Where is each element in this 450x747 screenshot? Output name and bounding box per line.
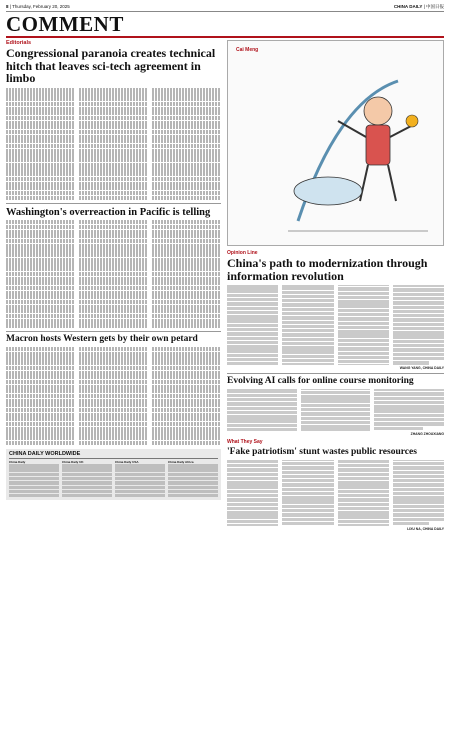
right-column [227, 40, 444, 531]
footer-title: CHINA DAILY WORLDWIDE [9, 451, 218, 459]
editorial-body-2 [6, 220, 221, 328]
divider [6, 331, 221, 332]
footer-col-2: China Daily UK [62, 461, 112, 499]
section-masthead: COMMENT [6, 12, 124, 36]
opinion-byline-3: LIXU NA, CHINA DAILY [407, 527, 444, 532]
opinion-headline-1: China's path to modernization through information revolution [227, 256, 428, 283]
footer-col-4: China Daily Africa [168, 461, 218, 499]
running-header: 8 | Thursday, February 20, 2025 CHINA DAILY | 中国日报 [6, 4, 444, 12]
opinion-body-3 [227, 460, 444, 526]
page-number: 8 [6, 4, 9, 9]
opinion-headline-2: Evolving AI calls for online course monitoring [227, 376, 414, 387]
brand-name-cn: 中国日报 [426, 4, 444, 9]
editorial-headline-1: Congressional paranoia creates technical hitch that leaves sci-tech agreement in limbo [6, 46, 216, 86]
editorial-headline-2: Washington's overreaction in Pacific is telling [6, 207, 211, 219]
opinion-headline-3: 'Fake patriotism' stunt wastes public resources [227, 446, 417, 457]
footer-col-3: China Daily USA [115, 461, 165, 499]
opinion-byline-2: ZHANG ZHOUXIANG [410, 431, 444, 436]
brand-name: CHINA DAILY [393, 4, 423, 9]
worldwide-footer [6, 449, 221, 501]
divider [227, 373, 444, 374]
cartoon-author: Cai Meng [236, 47, 259, 53]
opinion-body-1 [227, 285, 444, 365]
left-column [6, 40, 221, 531]
issue-date: Thursday, February 20, 2025 [12, 4, 70, 9]
editorials-label: Editorials [6, 40, 32, 46]
footer-col-1: China Daily [9, 461, 59, 499]
divider [6, 203, 221, 204]
opinion-byline-1: WANG YANG, CHINA DAILY [399, 366, 444, 371]
editorial-body-3 [6, 347, 221, 445]
editorial-cartoon [227, 40, 444, 246]
masthead-rule [6, 36, 444, 38]
editorial-headline-3: Macron hosts Western gets by their own petard [6, 334, 198, 345]
editorial-body-1 [6, 88, 221, 201]
opinion-line-label: Opinion Line [227, 250, 258, 256]
opinion-body-2 [227, 389, 444, 430]
what-they-say-label: What They Say [227, 438, 263, 445]
cartoon-illustration [228, 41, 445, 247]
